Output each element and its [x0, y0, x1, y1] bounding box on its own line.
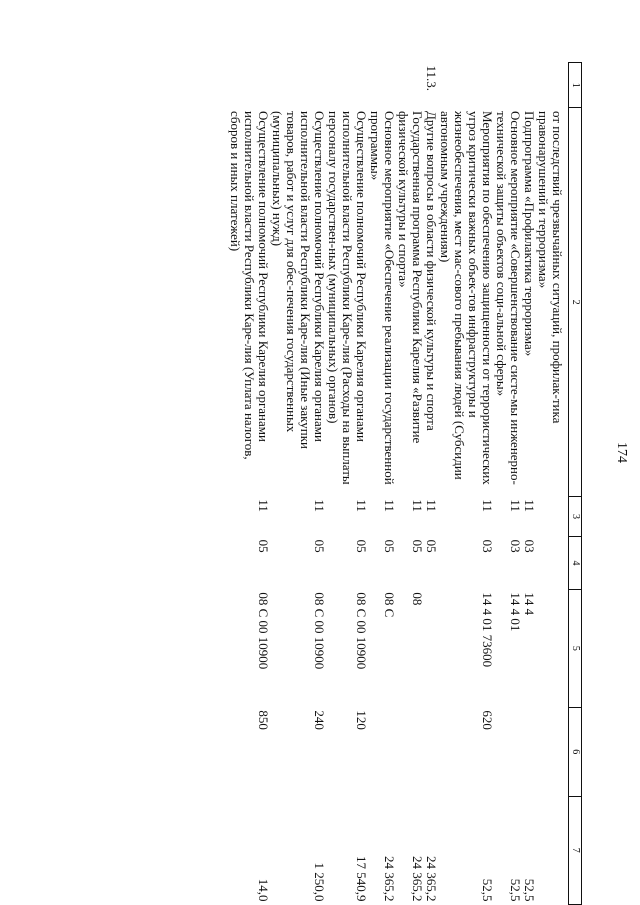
header-col-1: 1: [569, 63, 582, 108]
row-subsection: 03: [508, 539, 523, 553]
row-number: [494, 63, 522, 108]
row-name: Осуществление полномочий Республики Карелия органами исполнительной власти Республики Каре-лия (Уплата налогов, сборов и иных платежей): [228, 110, 271, 460]
row-expense-type: 850: [256, 710, 271, 730]
row-number: 11.3.: [424, 65, 439, 92]
table-row: [396, 63, 424, 905]
table-row: [438, 63, 494, 905]
table-row: [536, 63, 564, 905]
row-expense-type: 240: [312, 710, 327, 730]
row-name: от последствий чрезвычайных ситуаций, профилак-тика правонарушений и терроризма»: [536, 110, 565, 424]
row-number: [522, 63, 536, 108]
row-subsection: [536, 537, 564, 590]
header-col-2: 2: [569, 108, 582, 496]
row-expense-type: [536, 707, 564, 796]
table-row: [494, 63, 522, 905]
row-section: 11: [354, 499, 369, 512]
row-amount: 52,5: [480, 878, 495, 902]
header-col-5: 5: [569, 589, 582, 707]
row-subsection: 05: [256, 539, 271, 553]
row-subsection: 03: [480, 539, 495, 553]
row-target-article: 14 4 01: [508, 592, 523, 632]
row-amount: 14,0: [256, 878, 271, 902]
row-section: 11: [508, 499, 523, 512]
row-number: [536, 63, 564, 108]
row-subsection: 05: [382, 539, 397, 553]
row-name: Мероприятия по обеспечению защищенности от террористических угроз критически важных объек-тов инфраструктуры и жизнеобеспечения, мест мас-сового пребывания людей (Субсидии автономным учреждениям): [438, 110, 495, 485]
row-target-article: [536, 589, 564, 707]
row-number: [228, 63, 270, 108]
row-amount: 24 365,2: [382, 856, 397, 902]
row-section: 11: [256, 499, 271, 512]
row-target-article: 08 С 00 10900: [256, 592, 271, 670]
row-number: [270, 63, 326, 108]
row-subsection: 05: [312, 539, 327, 553]
table-row: [270, 63, 326, 905]
row-section: 11: [424, 499, 439, 512]
column-number-header: [569, 63, 582, 905]
row-expense-type: [368, 707, 396, 796]
budget-table: [228, 62, 582, 905]
row-subsection: 05: [354, 539, 369, 553]
header-col-7: 7: [569, 796, 582, 904]
row-target-article: 08: [410, 592, 425, 606]
header-col-6: 6: [569, 707, 582, 796]
row-target-article: 08 С 00 10900: [354, 592, 369, 670]
row-number: [368, 63, 396, 108]
row-name: Другие вопросы в области физической культуры и спорта: [424, 110, 439, 431]
row-number: [396, 63, 424, 108]
table-row: [368, 63, 396, 905]
row-target-article: 08 С 00 10900: [312, 592, 327, 670]
row-target-article: 14 4 01 73600: [480, 592, 495, 668]
row-expense-type: [424, 707, 438, 796]
row-amount: 52,5: [522, 878, 537, 902]
row-name: Государственная программа Республики Карелия «Развитие физической культуры и спорта»: [396, 110, 425, 444]
row-amount: 17 540,9: [354, 856, 369, 902]
table-row: [424, 63, 438, 905]
row-name: Подпрограмма «Профилактика терроризма»: [522, 110, 537, 357]
row-section: 11: [480, 499, 495, 512]
row-expense-type: [522, 707, 536, 796]
row-name: Основное мероприятие «Обеспечение реализации государственной программы»: [368, 110, 397, 485]
row-expense-type: [396, 707, 424, 796]
row-amount: 1 250,0: [312, 862, 327, 902]
row-amount: 52,5: [508, 878, 523, 902]
row-section: 11: [312, 499, 327, 512]
row-amount: [536, 796, 564, 904]
row-target-article: 08 С: [382, 592, 397, 618]
row-number: [438, 63, 494, 108]
row-subsection: 05: [410, 539, 425, 553]
row-name: Основное мероприятие «Совершенствование систе-мы инженерно-технической защиты объектов соци-альной сферы»: [494, 110, 523, 485]
row-section: 11: [410, 499, 425, 512]
row-number: [326, 63, 368, 108]
row-section: 11: [522, 499, 537, 512]
row-target-article: 14 4: [522, 592, 537, 616]
header-col-4: 4: [569, 537, 582, 590]
row-amount: 24 365,2: [424, 856, 439, 902]
row-name: Осуществление полномочий Республики Карелия органами исполнительной власти Республики Каре-лия (Расходы на выплаты персоналу государствен-ных (муниципальных) органов): [326, 110, 369, 485]
page-number: 174: [614, 442, 629, 463]
row-section: [536, 496, 564, 536]
table-row: [326, 63, 368, 905]
table-row: [522, 63, 536, 905]
row-subsection: 03: [522, 539, 537, 553]
row-amount: 24 365,2: [410, 856, 425, 902]
row-section: 11: [382, 499, 397, 512]
row-expense-type: [494, 707, 522, 796]
row-expense-type: 620: [480, 710, 495, 730]
row-name: Осуществление полномочий Республики Карелия органами исполнительной власти Республики Каре-лия (Иные закупки товаров, работ и услуг для обес-печения государственных (муниципальных) нужд): [270, 110, 327, 450]
row-target-article: [424, 589, 438, 707]
header-col-3: 3: [569, 496, 582, 536]
row-subsection: 05: [424, 539, 439, 553]
table-row: [228, 63, 270, 905]
row-expense-type: 120: [354, 710, 369, 730]
